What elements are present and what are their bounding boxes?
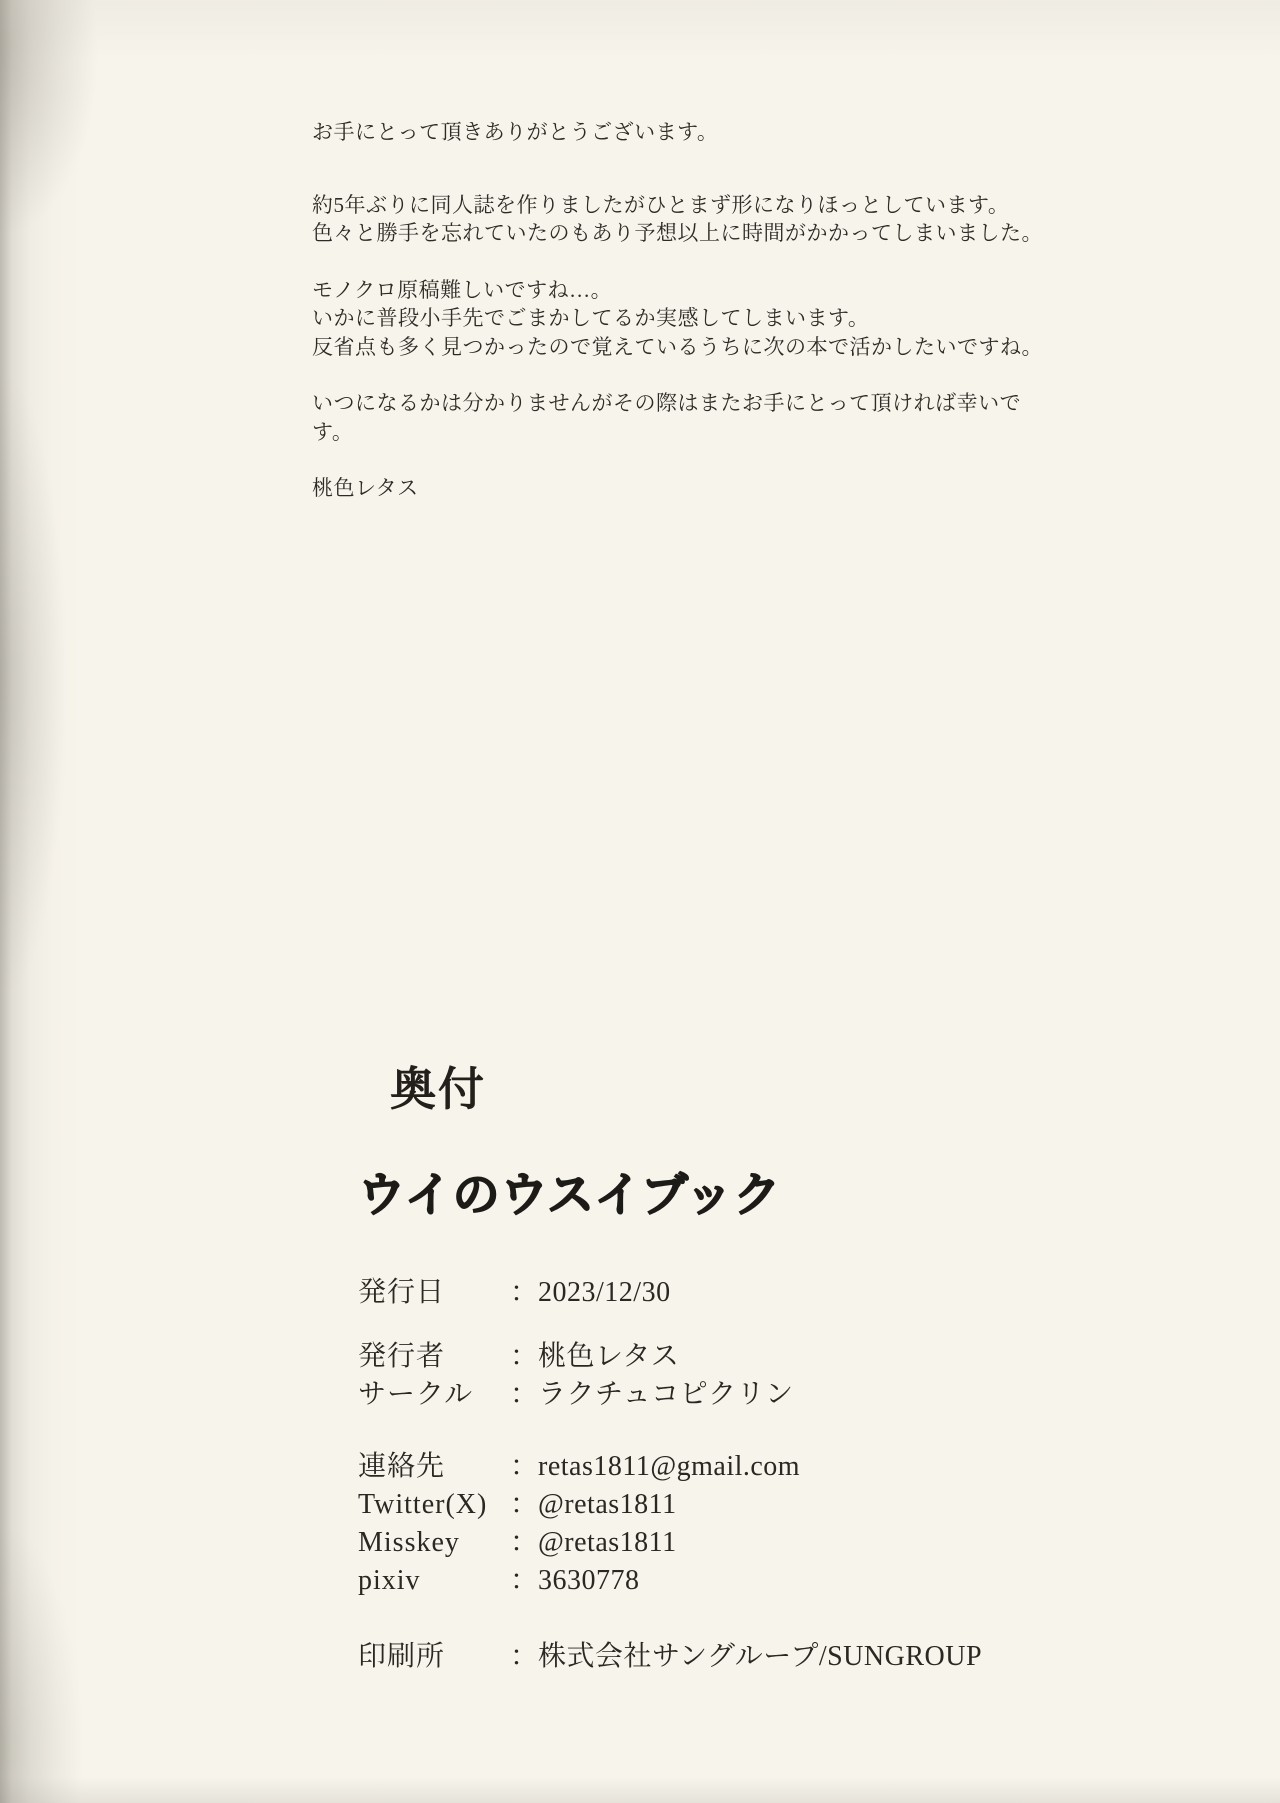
afterword-line: 反省点も多く見つかったので覚えているうちに次の本で活かしたいですね。 — [312, 334, 1043, 359]
colophon-section — [358, 1058, 1118, 1676]
twitter-label: Twitter(X) — [358, 1489, 488, 1520]
publisher-value: 桃色レタス — [538, 1341, 680, 1372]
publisher-label: 発行者 — [358, 1341, 446, 1372]
printer-label: 印刷所 — [358, 1641, 446, 1672]
publication-date-value: 2023/12/30 — [538, 1277, 671, 1308]
colophon-row-publisher — [358, 1338, 1118, 1376]
colophon-heading: 奥付 — [390, 1063, 486, 1115]
contact-label: 連絡先 — [358, 1451, 446, 1482]
circle-label: サークル — [358, 1379, 474, 1410]
colophon-row-misskey — [358, 1524, 1118, 1562]
colophon-row-twitter — [358, 1486, 1118, 1524]
afterword-line: 色々と勝手を忘れていたのもあり予想以上に時間がかかってしまいました。 — [312, 221, 1043, 245]
colon-separator: ： — [510, 1527, 539, 1558]
colophon-row-circle — [358, 1376, 1118, 1414]
colophon-row-pixiv — [358, 1562, 1118, 1600]
colon-separator: ： — [510, 1489, 539, 1520]
publication-date-label: 発行日 — [358, 1277, 446, 1308]
printer-value: 株式会社サングループ/SUNGROUP — [538, 1641, 983, 1672]
afterword-greeting: お手にとって頂きありがとうございます。 — [312, 120, 719, 144]
afterword-line: いつになるかは分かりませんがその際はまたお手にとって頂ければ幸いです。 — [312, 391, 1022, 444]
colophon-row-publication-date — [358, 1274, 1118, 1312]
colon-separator: ： — [510, 1341, 539, 1372]
pixiv-id-value: 3630778 — [538, 1565, 640, 1596]
author-signature: 桃色レタス — [312, 476, 419, 500]
colophon-rows — [358, 1274, 1118, 1676]
afterword-line: 約5年ぶりに同人誌を作りましたがひとまず形になりほっとしています。 — [312, 192, 1010, 217]
pixiv-label: pixiv — [358, 1565, 421, 1596]
afterword-line: いかに普段小手先でごまかしてるか実感してしまいます。 — [312, 306, 870, 330]
colophon-row-contact-email — [358, 1448, 1118, 1486]
afterword-paragraph — [312, 389, 1052, 446]
misskey-handle-value: @retas1811 — [538, 1527, 677, 1558]
colon-separator: ： — [510, 1451, 539, 1482]
book-title: ウイのウスイブック — [358, 1168, 782, 1221]
colon-separator: ： — [510, 1379, 539, 1410]
colon-separator: ： — [510, 1277, 539, 1308]
afterword-paragraph — [312, 276, 1052, 362]
contact-email-value: retas1811@gmail.com — [538, 1451, 801, 1482]
afterword-paragraph — [312, 191, 1052, 248]
colon-separator: ： — [510, 1641, 539, 1672]
afterword-line: モノクロ原稿難しいですね…。 — [312, 277, 613, 302]
afterword-text-block — [312, 118, 1052, 531]
colophon-row-printer — [358, 1638, 1118, 1676]
circle-value: ラクチュコピクリン — [538, 1379, 794, 1410]
colon-separator: ： — [510, 1565, 539, 1596]
misskey-label: Misskey — [358, 1527, 460, 1558]
twitter-handle-value: @retas1811 — [538, 1489, 677, 1520]
